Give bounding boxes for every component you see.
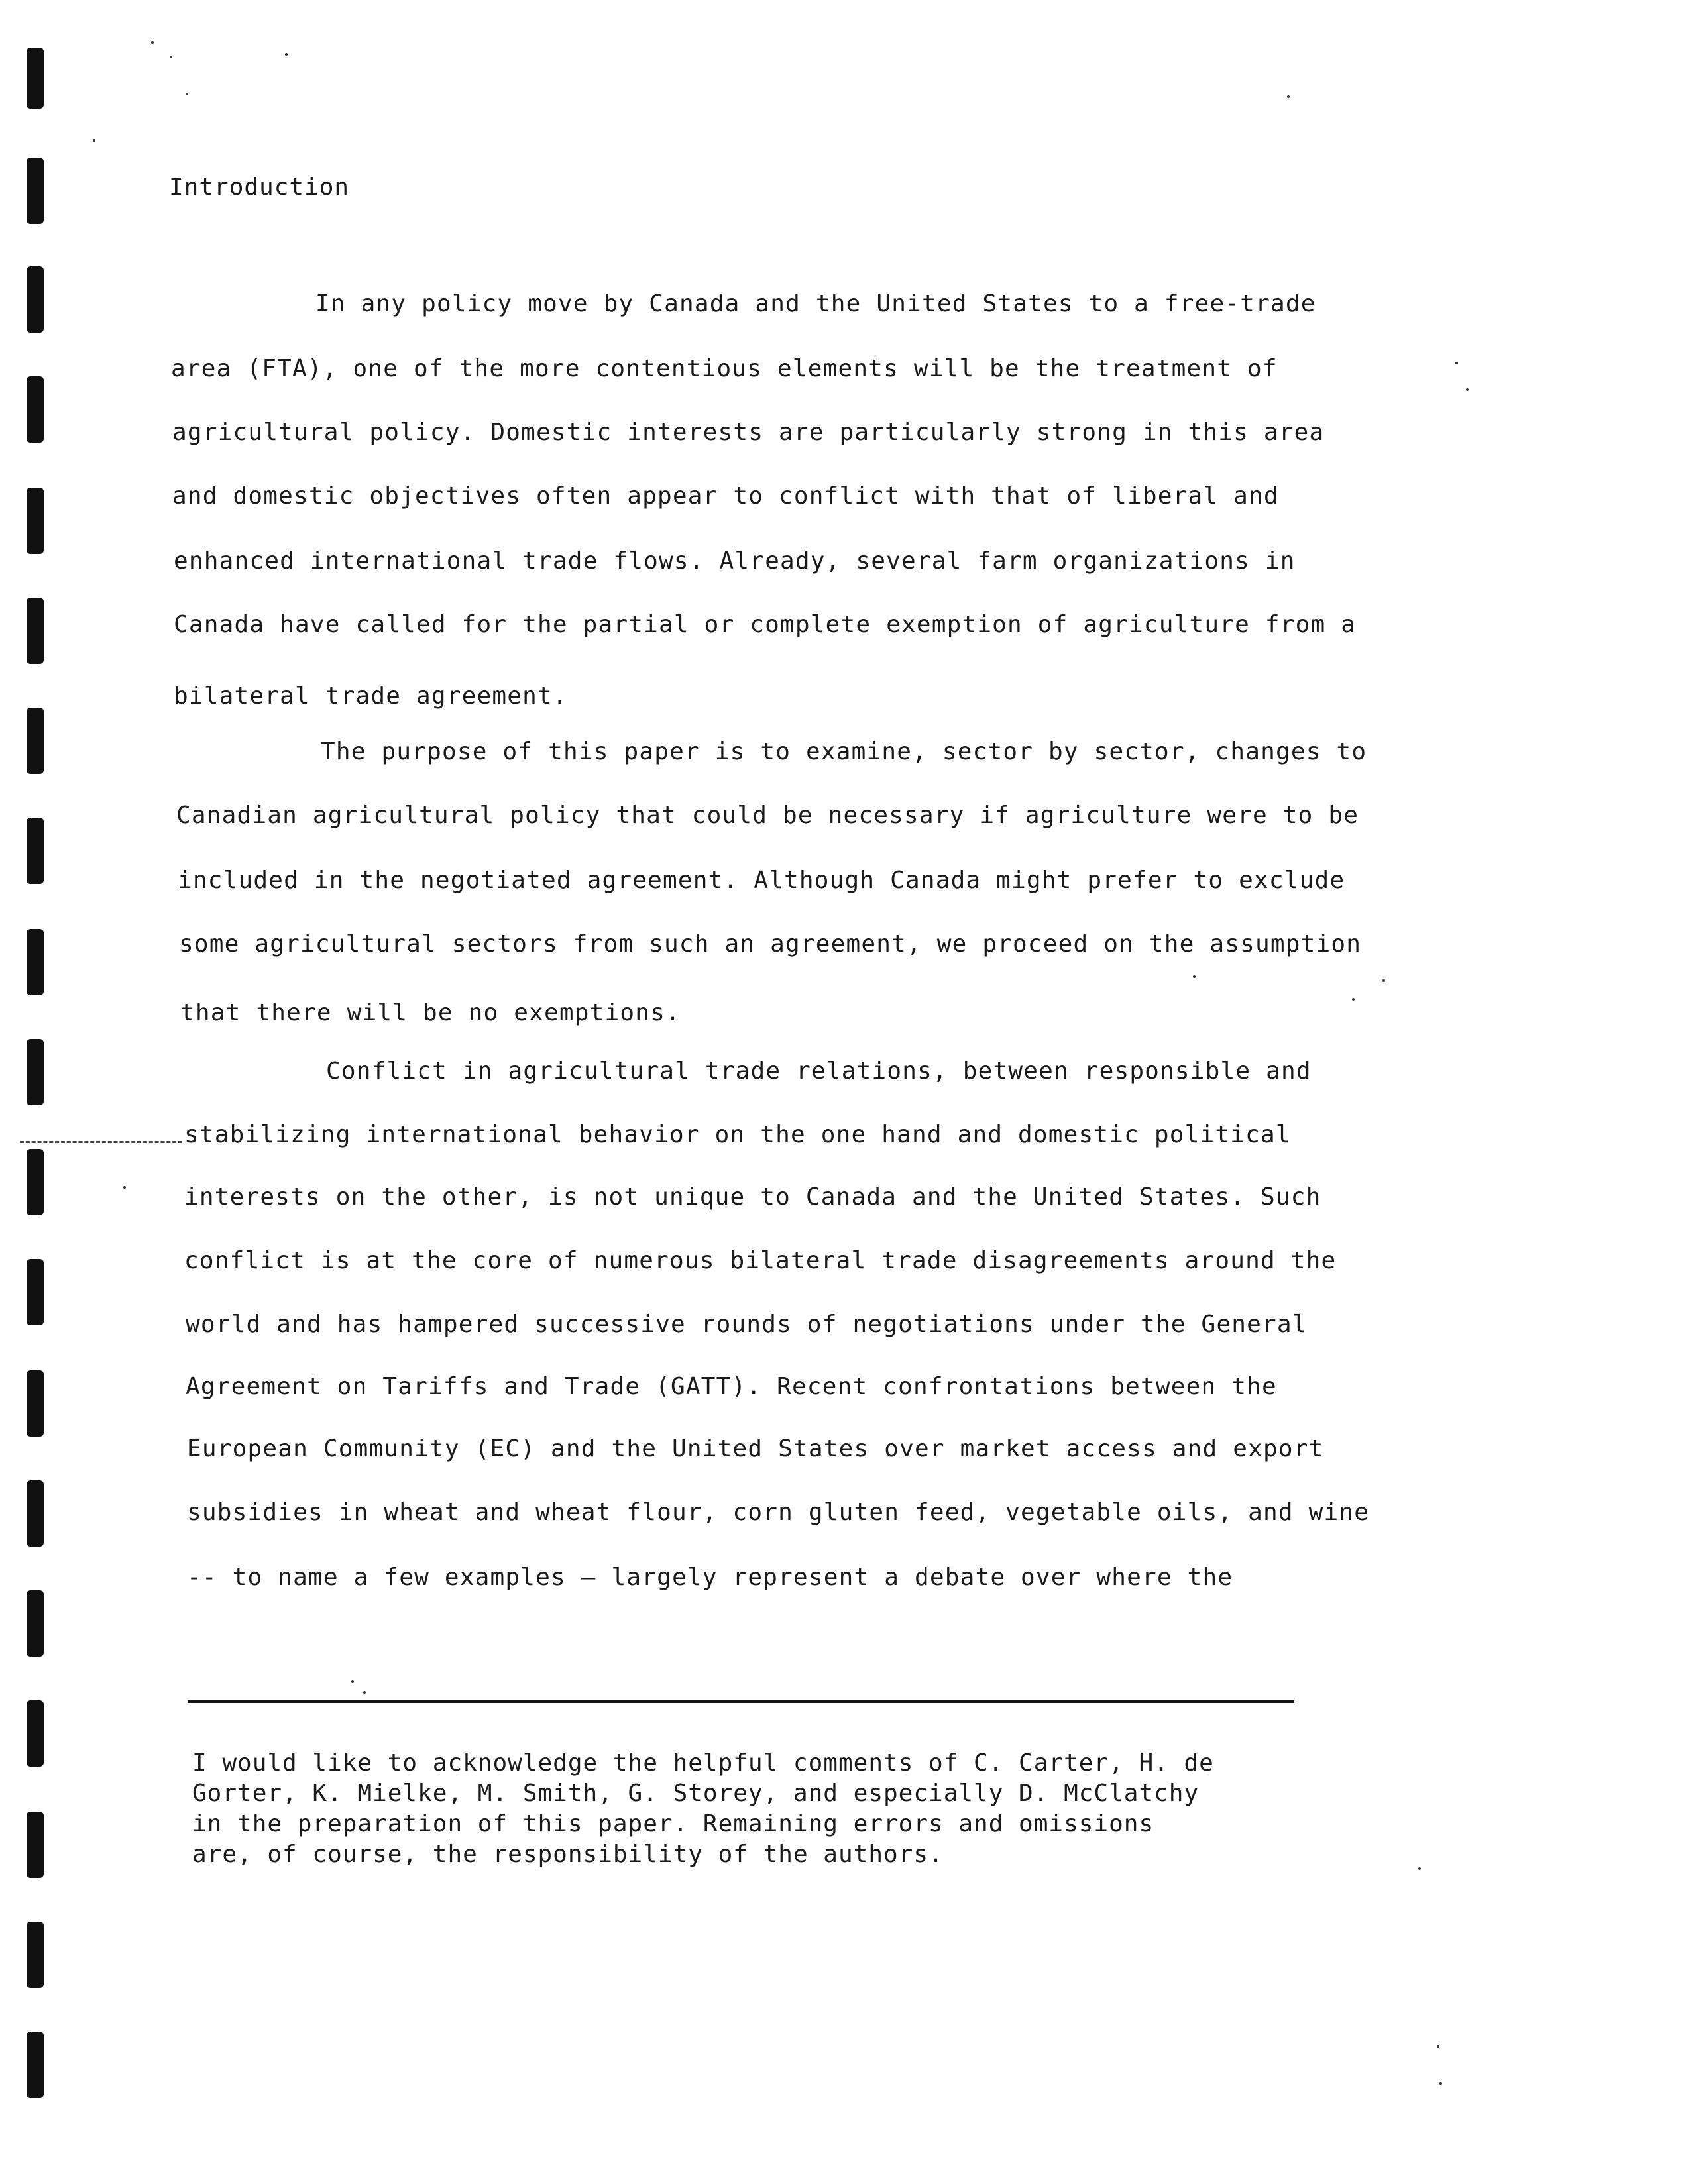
binder-mark xyxy=(27,266,44,333)
binder-mark xyxy=(27,1700,44,1767)
binder-mark xyxy=(27,1590,44,1657)
scan-speck xyxy=(1418,1867,1421,1870)
binder-mark xyxy=(27,818,44,884)
binder-mark xyxy=(27,376,44,443)
scan-speck xyxy=(363,1691,366,1694)
binder-mark xyxy=(27,158,44,224)
body-line: In any policy move by Canada and the United States to a free-trade xyxy=(315,290,1316,317)
body-line: some agricultural sectors from such an agreement, we proceed on the assumption xyxy=(179,930,1362,957)
body-line: and domestic objectives often appear to conflict with that of liberal and xyxy=(172,482,1279,510)
scan-speck xyxy=(1382,979,1385,982)
scan-speck xyxy=(151,41,154,44)
scan-speck xyxy=(170,56,172,58)
body-line: Conflict in agricultural trade relations, between responsible and xyxy=(326,1058,1312,1085)
footnote-line: are, of course, the responsibility of the authors. xyxy=(192,1841,944,1868)
scan-speck xyxy=(123,1186,126,1189)
binder-mark xyxy=(27,598,44,664)
section-heading: Introduction xyxy=(169,174,350,201)
binder-mark xyxy=(27,1370,44,1437)
body-line: agricultural policy. Domestic interests are particularly strong in this area xyxy=(172,419,1325,446)
body-line: bilateral trade agreement. xyxy=(174,682,568,710)
scan-speck xyxy=(1437,2045,1439,2048)
body-line: area (FTA), one of the more contentious elements will be the treatment of xyxy=(171,355,1278,382)
body-line: enhanced international trade flows. Already, several farm organizations in xyxy=(174,547,1296,574)
binder-mark xyxy=(27,1812,44,1878)
body-line: subsidies in wheat and wheat flour, corn gluten feed, vegetable oils, and wine xyxy=(187,1499,1370,1526)
scan-speck xyxy=(1455,362,1458,364)
body-line: The purpose of this paper is to examine, sector by sector, changes to xyxy=(321,738,1367,765)
footnote-line: Gorter, K. Mielke, M. Smith, G. Storey, and especially D. McClatchy xyxy=(192,1780,1200,1807)
scan-speck xyxy=(351,1680,354,1683)
scan-speck xyxy=(285,53,288,56)
footnote-line: in the preparation of this paper. Remaining errors and omissions xyxy=(192,1810,1154,1837)
footnote-rule xyxy=(188,1700,1294,1703)
body-line: world and has hampered successive rounds of negotiations under the General xyxy=(186,1311,1308,1338)
body-line: conflict is at the core of numerous bilateral trade disagreements around the xyxy=(184,1247,1337,1274)
body-line: interests on the other, is not unique to Canada and the United States. Such xyxy=(184,1183,1321,1211)
binder-mark xyxy=(27,1480,44,1547)
scan-speck xyxy=(1287,95,1290,98)
binder-mark xyxy=(27,48,44,109)
scan-speck xyxy=(93,139,95,142)
margin-dash-mark xyxy=(20,1141,182,1143)
footnote-line: I would like to acknowledge the helpful comments of C. Carter, H. de xyxy=(192,1749,1214,1776)
binder-mark xyxy=(27,1149,44,1215)
binder-mark xyxy=(27,1922,44,1988)
scan-speck xyxy=(186,93,188,95)
body-line: that there will be no exemptions. xyxy=(180,999,681,1026)
scan-speck xyxy=(1352,998,1355,1001)
body-line: -- to name a few examples — largely represent a debate over where the xyxy=(187,1564,1233,1591)
binder-mark xyxy=(27,488,44,554)
scan-speck xyxy=(1193,975,1196,978)
binder-mark xyxy=(27,2032,44,2098)
body-line: European Community (EC) and the United States over market access and export xyxy=(187,1435,1324,1462)
body-line: Agreement on Tariffs and Trade (GATT). Recent confrontations between the xyxy=(186,1373,1277,1400)
body-line: Canadian agricultural policy that could be necessary if agriculture were to be xyxy=(176,802,1359,829)
binder-mark xyxy=(27,929,44,995)
scan-speck xyxy=(1466,388,1469,391)
binder-mark xyxy=(27,708,44,774)
body-line: stabilizing international behavior on the one hand and domestic political xyxy=(184,1121,1291,1148)
body-line: included in the negotiated agreement. Although Canada might prefer to exclude xyxy=(178,867,1345,894)
binder-mark xyxy=(27,1259,44,1325)
body-line: Canada have called for the partial or complete exemption of agriculture from a xyxy=(174,611,1357,638)
scan-speck xyxy=(1439,2082,1442,2085)
binder-mark xyxy=(27,1039,44,1105)
